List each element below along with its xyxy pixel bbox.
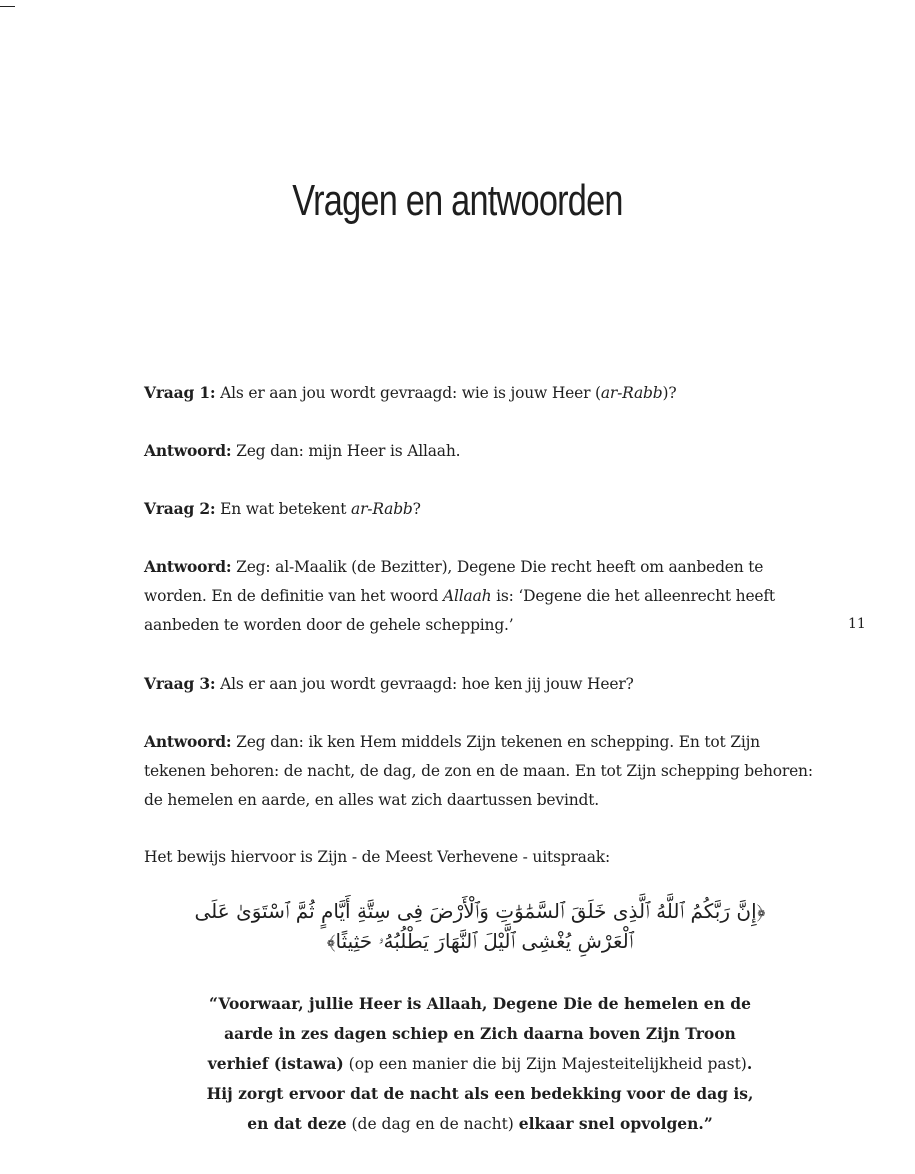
answer-label: Antwoord:: [144, 557, 232, 576]
answer-label: Antwoord:: [144, 441, 232, 460]
translation-note: (de dag en de nacht): [346, 1115, 519, 1133]
page-number: 11: [848, 616, 866, 632]
evidence-intro: Het bewijs hiervoor is Zijn - de Meest Verhevene - uitspraak:: [144, 848, 610, 866]
term-italic: Allaah: [443, 587, 492, 605]
question-label: Vraag 3:: [144, 674, 216, 693]
question-tail: ?: [412, 500, 421, 518]
translation-bold: elkaar snel opvolgen.”: [518, 1114, 713, 1133]
translation-bold: “Voorwaar, jullie Heer is Allaah, Degene Die de hemelen en de aarde in zes dagen schiep en Zich daarna boven Zijn Troon verhief (istawa): [207, 994, 751, 1073]
question-2: [144, 494, 824, 524]
chapter-title: Vragen en antwoorden: [292, 176, 623, 225]
answer-text: Zeg dan: ik ken Hem middels Zijn tekenen en schepping. En tot Zijn tekenen behoren: de nacht, de dag, de zon en de maan. En tot Zijn schepping behoren: de hemelen en aarde, en alles wat zich daartussen bevindt.: [144, 733, 813, 809]
question-label: Vraag 2:: [144, 499, 216, 518]
verse-translation: [200, 989, 760, 1139]
term-italic: ar-Rabb: [351, 500, 413, 518]
answer-2: [144, 552, 804, 640]
question-text: Als er aan jou wordt gevraagd: wie is jouw Heer (: [215, 384, 601, 402]
crop-mark: [0, 6, 15, 7]
question-3: [144, 669, 824, 699]
question-label: Vraag 1:: [144, 383, 216, 402]
answer-label: Antwoord:: [144, 732, 232, 751]
answer-text: Zeg dan: mijn Heer is Allaah.: [231, 442, 461, 460]
answer-1: [144, 436, 824, 466]
term-italic: ar-Rabb: [600, 384, 663, 402]
arabic-verse: ﴿إِنَّ رَبَّكُمُ ٱللَّهُ ٱلَّذِى خَلَقَ ٱلسَّمَٰوَٰتِ وَٱلْأَرْضَ فِى سِتَّةِ أَيَّامٍ ثُمَّ ٱسْتَوَىٰ عَلَى ٱلْعَرْشِ يُغْشِى ٱلَّيْلَ ٱلنَّهَارَ يَطْلُبُهُۥ حَثِيثًا﴾: [194, 899, 766, 953]
answer-3: [144, 727, 824, 815]
question-text: Als er aan jou wordt gevraagd: hoe ken jij jouw Heer?: [215, 675, 634, 693]
question-text: En wat betekent: [215, 500, 352, 518]
question-1: [144, 378, 824, 408]
translation-bold: . Hij zorgt ervoor dat de nacht als een bedekking voor de dag is, en dat deze: [206, 1054, 754, 1133]
translation-note: (op een manier die bij Zijn Majesteitelijkheid past): [343, 1055, 747, 1073]
answer-text: Zeg: al-Maalik (de Bezitter), Degene Die recht heeft om aanbeden te worden. En de definitie van het woord: [144, 558, 764, 605]
question-tail: )?: [662, 384, 677, 402]
answer-tail: is: ‘Degene die het alleenrecht heeft aanbeden te worden door de gehele schepping.’: [144, 587, 775, 634]
